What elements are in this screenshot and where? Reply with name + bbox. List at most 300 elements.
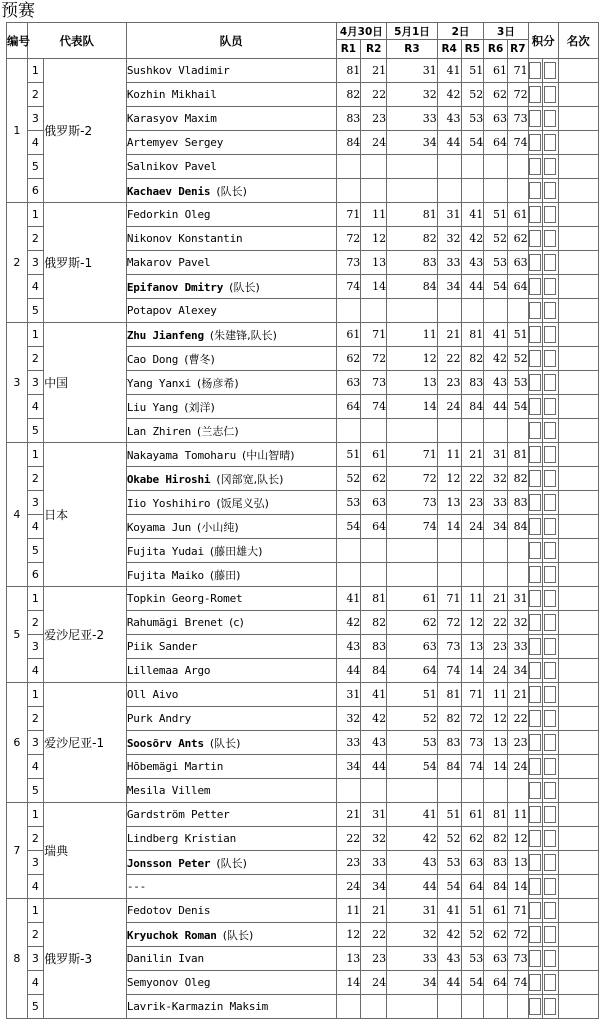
round-cell: 41 <box>387 803 438 827</box>
round-cell: 24 <box>507 755 528 779</box>
points-box <box>543 635 558 659</box>
points-box <box>528 203 542 227</box>
player-index: 5 <box>27 419 44 443</box>
round-cell <box>437 299 461 323</box>
header-round: R1 <box>336 40 361 59</box>
rank-cell <box>558 635 598 659</box>
round-cell: 52 <box>461 923 484 947</box>
player-note: (队长) <box>216 856 247 870</box>
player-note: (队长) <box>222 928 254 942</box>
round-cell: 64 <box>387 659 438 683</box>
points-box <box>543 683 558 707</box>
round-cell: 24 <box>336 875 361 899</box>
points-box <box>528 707 542 731</box>
round-cell: 71 <box>507 899 528 923</box>
points-box <box>543 395 558 419</box>
table-row <box>7 587 599 611</box>
rank-cell <box>558 395 598 419</box>
round-cell <box>484 155 508 179</box>
player-name: Lan Zhiren <box>126 424 192 438</box>
round-cell <box>437 539 461 563</box>
points-box <box>528 899 542 923</box>
round-cell: 31 <box>437 203 461 227</box>
round-cell: 34 <box>507 659 528 683</box>
rank-cell <box>558 227 598 251</box>
points-box <box>528 851 542 875</box>
round-cell: 81 <box>387 203 438 227</box>
player-index: 4 <box>27 515 44 539</box>
round-cell <box>484 779 508 803</box>
rank-cell <box>558 659 598 683</box>
player-index: 3 <box>27 491 44 515</box>
round-cell <box>387 299 438 323</box>
points-box <box>528 299 542 323</box>
player-name: Kryuchok Roman <box>126 928 217 942</box>
points-box <box>528 467 542 491</box>
round-cell: 14 <box>387 395 438 419</box>
points-box <box>528 323 542 347</box>
table-body <box>7 59 599 1019</box>
player-name-cell <box>126 347 336 371</box>
points-box <box>543 347 558 371</box>
points-box <box>543 155 558 179</box>
round-cell: 11 <box>461 587 484 611</box>
round-cell: 63 <box>461 851 484 875</box>
round-cell: 32 <box>361 827 387 851</box>
round-cell: 23 <box>336 851 361 875</box>
round-cell: 62 <box>336 347 361 371</box>
round-cell: 62 <box>361 467 387 491</box>
points-box <box>543 851 558 875</box>
player-name-cell <box>126 947 336 971</box>
player-index: 2 <box>27 707 44 731</box>
points-box <box>528 131 542 155</box>
round-cell <box>336 539 361 563</box>
round-cell: 52 <box>461 83 484 107</box>
team-name: 中国 <box>44 323 127 443</box>
player-name: Zhu Jianfeng <box>126 328 204 342</box>
round-cell: 63 <box>336 371 361 395</box>
round-cell: 51 <box>336 443 361 467</box>
round-cell <box>387 179 438 203</box>
round-cell: 41 <box>437 899 461 923</box>
points-box <box>543 203 558 227</box>
player-index: 1 <box>27 683 44 707</box>
player-name-cell <box>126 83 336 107</box>
points-box <box>543 827 558 851</box>
rank-cell <box>558 707 598 731</box>
rank-cell <box>558 875 598 899</box>
round-cell: 41 <box>361 683 387 707</box>
round-cell: 81 <box>484 803 508 827</box>
round-cell <box>361 563 387 587</box>
round-cell <box>507 563 528 587</box>
round-cell: 14 <box>361 275 387 299</box>
player-index: 4 <box>27 875 44 899</box>
player-name: Fujita Maiko <box>126 568 204 582</box>
round-cell: 33 <box>387 107 438 131</box>
round-cell: 82 <box>361 611 387 635</box>
round-cell: 44 <box>484 395 508 419</box>
table-row <box>7 203 599 227</box>
player-name-cell <box>126 275 336 299</box>
player-name: Fedotov Denis <box>126 904 211 917</box>
round-cell: 83 <box>361 635 387 659</box>
player-name-cell <box>126 251 336 275</box>
player-name: Potapov Alexey <box>126 304 217 317</box>
player-index: 1 <box>27 803 44 827</box>
points-box <box>528 419 542 443</box>
player-name-cell <box>126 371 336 395</box>
player-name-cell <box>126 923 336 947</box>
player-name: Topkin Georg-Romet <box>126 592 243 605</box>
player-index: 4 <box>27 755 44 779</box>
round-cell <box>484 419 508 443</box>
points-box <box>543 659 558 683</box>
round-cell: 21 <box>361 899 387 923</box>
player-index: 2 <box>27 467 44 491</box>
points-box <box>528 875 542 899</box>
rank-cell <box>558 803 598 827</box>
player-name-cell <box>126 395 336 419</box>
round-cell: 32 <box>437 227 461 251</box>
round-cell: 31 <box>336 683 361 707</box>
header-num: 编号 <box>7 23 28 59</box>
team-name: 瑞典 <box>44 803 127 899</box>
round-cell <box>507 299 528 323</box>
round-cell: 11 <box>387 323 438 347</box>
round-cell: 42 <box>437 923 461 947</box>
team-number: 8 <box>7 899 28 1019</box>
round-cell: 84 <box>387 275 438 299</box>
points-box <box>528 923 542 947</box>
points-box <box>528 683 542 707</box>
points-box <box>543 107 558 131</box>
rank-cell <box>558 155 598 179</box>
player-name-cell <box>126 59 336 83</box>
points-box <box>528 515 542 539</box>
round-cell <box>361 995 387 1019</box>
round-cell: 33 <box>336 731 361 755</box>
round-cell <box>461 155 484 179</box>
round-cell: 42 <box>387 827 438 851</box>
round-cell <box>484 995 508 1019</box>
rank-cell <box>558 347 598 371</box>
rank-cell <box>558 611 598 635</box>
points-box <box>528 827 542 851</box>
round-cell <box>361 419 387 443</box>
player-name-cell <box>126 803 336 827</box>
player-note: (饭尾义弘) <box>216 496 269 510</box>
round-cell: 84 <box>336 131 361 155</box>
points-box <box>528 779 542 803</box>
header-team: 代表队 <box>27 23 126 59</box>
points-box <box>543 539 558 563</box>
round-cell <box>336 155 361 179</box>
player-index: 3 <box>27 947 44 971</box>
round-cell: 42 <box>437 83 461 107</box>
round-cell: 22 <box>461 467 484 491</box>
rank-cell <box>558 443 598 467</box>
points-box <box>543 731 558 755</box>
rank-cell <box>558 83 598 107</box>
rank-cell <box>558 467 598 491</box>
points-box <box>528 59 542 83</box>
round-cell <box>484 563 508 587</box>
player-index: 4 <box>27 971 44 995</box>
round-cell: 64 <box>336 395 361 419</box>
player-name-cell <box>126 203 336 227</box>
round-cell: 61 <box>507 203 528 227</box>
rank-cell <box>558 731 598 755</box>
round-cell: 71 <box>461 683 484 707</box>
player-index: 5 <box>27 539 44 563</box>
round-cell: 51 <box>507 323 528 347</box>
points-box <box>543 899 558 923</box>
table-row <box>7 683 599 707</box>
round-cell: 13 <box>336 947 361 971</box>
round-cell: 41 <box>461 203 484 227</box>
points-box <box>543 275 558 299</box>
points-box <box>528 491 542 515</box>
round-cell: 23 <box>437 371 461 395</box>
player-note: (藤田雄大) <box>209 544 263 558</box>
round-cell: 33 <box>387 947 438 971</box>
round-cell <box>361 299 387 323</box>
rank-cell <box>558 851 598 875</box>
points-box <box>543 995 558 1019</box>
round-cell: 73 <box>507 947 528 971</box>
team-name: 俄罗斯-1 <box>44 203 127 323</box>
round-cell: 22 <box>361 923 387 947</box>
round-cell: 73 <box>387 491 438 515</box>
player-name-cell <box>126 731 336 755</box>
round-cell: 31 <box>507 587 528 611</box>
points-box <box>528 395 542 419</box>
player-name: Kachaev Denis <box>126 184 211 198</box>
points-box <box>543 323 558 347</box>
round-cell: 64 <box>484 971 508 995</box>
player-name-cell <box>126 539 336 563</box>
round-cell: 41 <box>336 587 361 611</box>
points-box <box>543 755 558 779</box>
points-box <box>528 155 542 179</box>
player-index: 2 <box>27 611 44 635</box>
player-name-cell <box>126 611 336 635</box>
round-cell: 44 <box>336 659 361 683</box>
player-note: (c) <box>229 616 244 629</box>
team-number: 1 <box>7 59 28 203</box>
round-cell: 53 <box>387 731 438 755</box>
round-cell: 43 <box>484 371 508 395</box>
points-box <box>543 923 558 947</box>
round-cell: 44 <box>387 875 438 899</box>
round-cell: 42 <box>336 611 361 635</box>
table-row <box>7 323 599 347</box>
round-cell: 72 <box>336 227 361 251</box>
header-date-3: 3日 <box>484 23 528 40</box>
player-index: 5 <box>27 995 44 1019</box>
rank-cell <box>558 275 598 299</box>
rank-cell <box>558 971 598 995</box>
round-cell: 13 <box>461 635 484 659</box>
player-note: (队长) <box>209 736 241 750</box>
player-index: 3 <box>27 371 44 395</box>
round-cell: 73 <box>336 251 361 275</box>
round-cell <box>437 419 461 443</box>
round-cell: 32 <box>484 467 508 491</box>
round-cell: 62 <box>484 923 508 947</box>
round-cell: 21 <box>336 803 361 827</box>
round-cell: 12 <box>461 611 484 635</box>
points-box <box>543 707 558 731</box>
round-cell: 12 <box>437 467 461 491</box>
player-name-cell <box>126 515 336 539</box>
round-cell: 42 <box>461 227 484 251</box>
points-box <box>528 107 542 131</box>
player-note: (兰志仁) <box>197 424 239 438</box>
player-index: 1 <box>27 203 44 227</box>
points-box <box>528 443 542 467</box>
player-name-cell <box>126 875 336 899</box>
round-cell: 73 <box>507 107 528 131</box>
round-cell <box>361 779 387 803</box>
round-cell: 24 <box>484 659 508 683</box>
round-cell: 82 <box>387 227 438 251</box>
round-cell <box>507 179 528 203</box>
round-cell: 74 <box>507 131 528 155</box>
rank-cell <box>558 827 598 851</box>
round-cell: 84 <box>461 395 484 419</box>
round-cell: 13 <box>484 731 508 755</box>
round-cell <box>387 563 438 587</box>
player-name: Makarov Pavel <box>126 256 211 269</box>
round-cell <box>437 779 461 803</box>
round-cell: 44 <box>461 275 484 299</box>
round-cell: 51 <box>461 899 484 923</box>
round-cell: 34 <box>387 971 438 995</box>
points-box <box>528 179 542 203</box>
round-cell: 21 <box>361 59 387 83</box>
round-cell: 43 <box>336 635 361 659</box>
round-cell: 74 <box>461 755 484 779</box>
round-cell: 83 <box>461 371 484 395</box>
round-cell <box>336 995 361 1019</box>
round-cell: 71 <box>437 587 461 611</box>
round-cell: 52 <box>336 467 361 491</box>
round-cell <box>437 995 461 1019</box>
round-cell: 53 <box>507 371 528 395</box>
team-number: 4 <box>7 443 28 587</box>
round-cell <box>336 299 361 323</box>
round-cell: 54 <box>507 395 528 419</box>
preliminary-table <box>6 22 599 1019</box>
player-name-cell <box>126 683 336 707</box>
round-cell: 22 <box>361 83 387 107</box>
round-cell: 73 <box>361 371 387 395</box>
round-cell: 54 <box>336 515 361 539</box>
player-name: Salnikov Pavel <box>126 160 217 173</box>
round-cell <box>361 155 387 179</box>
round-cell: 31 <box>484 443 508 467</box>
round-cell <box>507 419 528 443</box>
rank-cell <box>558 299 598 323</box>
round-cell: 23 <box>507 731 528 755</box>
player-index: 3 <box>27 635 44 659</box>
points-box <box>528 947 542 971</box>
player-index: 4 <box>27 395 44 419</box>
round-cell: 23 <box>484 635 508 659</box>
round-cell: 34 <box>336 755 361 779</box>
round-cell: 21 <box>461 443 484 467</box>
player-name: Nakayama Tomoharu <box>126 448 236 462</box>
round-cell: 61 <box>361 443 387 467</box>
player-index: 1 <box>27 899 44 923</box>
player-name: Hõbemägi Martin <box>126 760 224 773</box>
round-cell: 44 <box>361 755 387 779</box>
rank-cell <box>558 491 598 515</box>
round-cell: 51 <box>437 803 461 827</box>
points-box <box>543 947 558 971</box>
rank-cell <box>558 779 598 803</box>
round-cell: 21 <box>507 683 528 707</box>
round-cell: 43 <box>361 731 387 755</box>
round-cell: 84 <box>484 875 508 899</box>
points-box <box>543 515 558 539</box>
header-points: 积分 <box>528 23 558 59</box>
player-name-cell <box>126 131 336 155</box>
round-cell: 53 <box>461 947 484 971</box>
round-cell <box>461 995 484 1019</box>
points-box <box>528 227 542 251</box>
player-name-cell <box>126 707 336 731</box>
rank-cell <box>558 587 598 611</box>
round-cell: 51 <box>461 59 484 83</box>
round-cell: 33 <box>361 851 387 875</box>
header-round: R5 <box>461 40 484 59</box>
points-box <box>528 275 542 299</box>
player-index: 4 <box>27 131 44 155</box>
player-index: 2 <box>27 827 44 851</box>
points-box <box>543 587 558 611</box>
round-cell: 84 <box>437 755 461 779</box>
player-name: Nikonov Konstantin <box>126 232 243 245</box>
team-number: 3 <box>7 323 28 443</box>
player-name-cell <box>126 467 336 491</box>
round-cell: 22 <box>507 707 528 731</box>
round-cell: 72 <box>507 83 528 107</box>
player-name-cell <box>126 299 336 323</box>
player-index: 1 <box>27 443 44 467</box>
round-cell: 12 <box>361 227 387 251</box>
round-cell: 34 <box>437 275 461 299</box>
player-name: Gardström Petter <box>126 808 230 821</box>
round-cell: 63 <box>507 251 528 275</box>
player-index: 4 <box>27 659 44 683</box>
round-cell: 61 <box>461 803 484 827</box>
round-cell <box>336 779 361 803</box>
player-name-cell <box>126 779 336 803</box>
round-cell <box>507 539 528 563</box>
player-note: (小山纯) <box>197 520 239 534</box>
points-box <box>528 635 542 659</box>
round-cell: 53 <box>437 851 461 875</box>
player-name-cell <box>126 587 336 611</box>
round-cell: 33 <box>437 251 461 275</box>
round-cell: 52 <box>387 707 438 731</box>
rank-cell <box>558 251 598 275</box>
player-index: 3 <box>27 731 44 755</box>
